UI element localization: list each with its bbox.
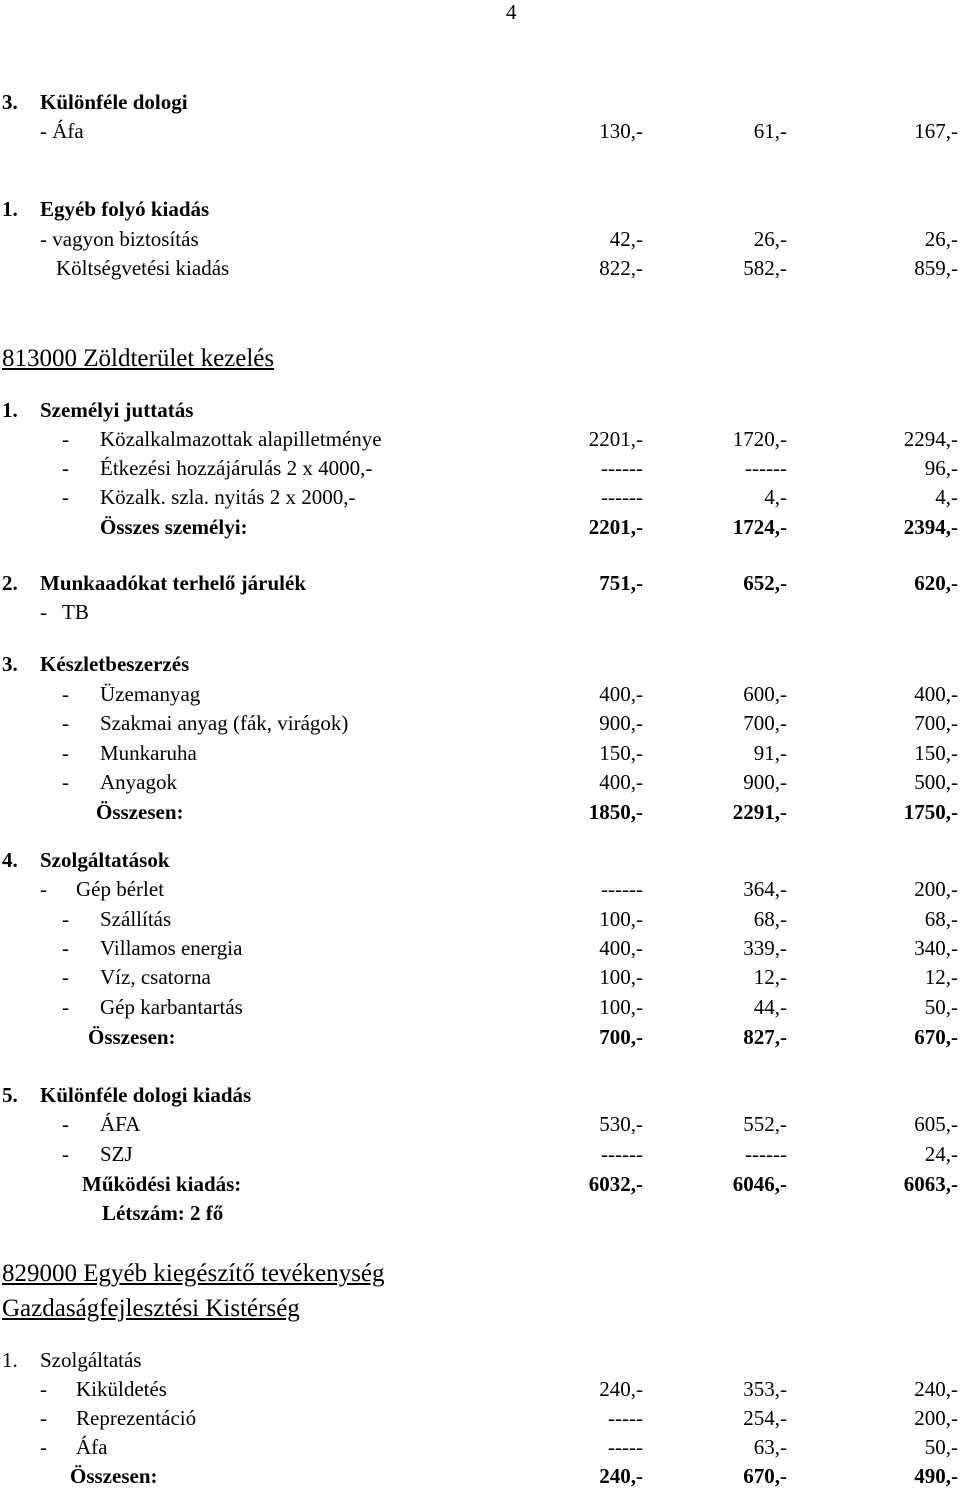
document-line	[0, 453, 960, 483]
document-line	[0, 1109, 960, 1139]
value-col-2: 600,-	[743, 682, 787, 706]
value-col-2: 63,-	[753, 1435, 787, 1459]
document-line	[0, 1169, 960, 1199]
value-col-2: 12,-	[753, 965, 787, 989]
line-dash: -	[62, 741, 69, 765]
value-col-3: 26,-	[924, 227, 958, 251]
value-col-1: 1850,-	[588, 800, 643, 824]
value-col-1: 400,-	[599, 682, 643, 706]
line-dash: -	[62, 427, 69, 451]
value-col-1: 240,-	[599, 1377, 643, 1401]
page-number: 4	[506, 0, 517, 24]
document-line	[0, 597, 960, 627]
value-col-2: 552,-	[743, 1112, 787, 1136]
value-col-2: 652,-	[743, 571, 787, 595]
section-title: Különféle dologi kiadás	[40, 1083, 252, 1107]
document-line	[0, 1022, 960, 1052]
line-label: Üzemanyag	[100, 682, 201, 706]
section-heading: 813000 Zöldterület kezelés	[2, 345, 275, 372]
line-label: Víz, csatorna	[100, 965, 211, 989]
line-label: Összes személyi:	[100, 515, 248, 539]
value-col-1: ------	[601, 456, 643, 480]
line-dash: -	[62, 770, 69, 794]
value-col-3: 490,-	[914, 1464, 958, 1488]
value-col-3: 150,-	[914, 741, 958, 765]
document-line	[0, 1080, 960, 1110]
value-col-1: ------	[601, 1142, 643, 1166]
value-col-3: 700,-	[914, 711, 958, 735]
value-col-1: 400,-	[599, 770, 643, 794]
document-line	[0, 1198, 960, 1228]
section-title: Személyi juttatás	[40, 398, 194, 422]
value-col-3: 50,-	[924, 1435, 958, 1459]
value-col-1: 700,-	[599, 1025, 643, 1049]
line-dash: -	[62, 936, 69, 960]
value-col-2: ------	[745, 456, 787, 480]
line-label: Reprezentáció	[76, 1406, 197, 1430]
value-col-3: 4,-	[935, 485, 958, 509]
value-col-1: ------	[601, 485, 643, 509]
value-col-1: 2201,-	[588, 427, 643, 451]
value-col-3: 859,-	[914, 256, 958, 280]
value-col-2: 670,-	[743, 1464, 787, 1488]
line-label: Szakmai anyag (fák, virágok)	[100, 711, 349, 735]
value-col-1: 42,-	[609, 227, 643, 251]
section-number: 1.	[2, 1348, 18, 1372]
line-label: Közalk. szla. nyitás 2 x 2000,-	[100, 485, 356, 509]
value-col-1: ------	[601, 877, 643, 901]
document-line	[0, 395, 960, 425]
document-line	[0, 1259, 960, 1289]
document-line	[0, 512, 960, 542]
line-label: ÁFA	[100, 1112, 141, 1136]
section-heading: 829000 Egyéb kiegészítő tevékenység	[2, 1260, 385, 1287]
line-label: Költségvetési kiadás	[56, 256, 230, 280]
value-col-1: -----	[608, 1435, 643, 1459]
document-line	[0, 568, 960, 598]
value-col-3: 200,-	[914, 877, 958, 901]
document-line	[0, 194, 960, 224]
document-line	[0, 767, 960, 797]
line-dash: -	[62, 456, 69, 480]
document-line	[0, 845, 960, 875]
value-col-3: 12,-	[924, 965, 958, 989]
line-dash: -	[62, 682, 69, 706]
value-col-2: 2291,-	[732, 800, 787, 824]
section-number: 1.	[2, 398, 18, 422]
value-col-2: ------	[745, 1142, 787, 1166]
section-number: 3.	[2, 90, 18, 114]
section-number: 3.	[2, 652, 18, 676]
document-line	[0, 738, 960, 768]
value-col-1: 822,-	[599, 256, 643, 280]
section-title: Munkaadókat terhelő járulék	[40, 571, 307, 595]
value-col-1: 100,-	[599, 965, 643, 989]
section-number: 2.	[2, 571, 18, 595]
value-col-2: 68,-	[753, 907, 787, 931]
value-col-1: -----	[608, 1406, 643, 1430]
value-col-2: 353,-	[743, 1377, 787, 1401]
value-col-2: 339,-	[743, 936, 787, 960]
line-label: Kiküldetés	[76, 1377, 167, 1401]
document-line	[0, 679, 960, 709]
value-col-1: 900,-	[599, 711, 643, 735]
value-col-3: 670,-	[914, 1025, 958, 1049]
value-col-3: 2294,-	[903, 427, 958, 451]
section-title: Különféle dologi	[40, 90, 188, 114]
document-line	[0, 1139, 960, 1169]
document-line	[0, 708, 960, 738]
value-col-3: 68,-	[924, 907, 958, 931]
value-col-3: 96,-	[924, 456, 958, 480]
section-number: 1.	[2, 197, 18, 221]
value-col-2: 1724,-	[732, 515, 787, 539]
document-line	[0, 933, 960, 963]
line-dash: -	[40, 877, 47, 901]
document-line	[0, 962, 960, 992]
value-col-2: 900,-	[743, 770, 787, 794]
document-line	[0, 1432, 960, 1462]
document-line	[0, 1374, 960, 1404]
line-dash: -	[40, 1406, 47, 1430]
line-dash: -	[40, 1377, 47, 1401]
document-line	[0, 1403, 960, 1433]
value-col-3: 6063,-	[903, 1172, 958, 1196]
value-col-1: 751,-	[599, 571, 643, 595]
value-col-1: 2201,-	[588, 515, 643, 539]
document-line	[0, 344, 960, 374]
line-label: Villamos energia	[100, 936, 243, 960]
document-line	[0, 1345, 960, 1375]
value-col-2: 26,-	[753, 227, 787, 251]
line-dash: -	[40, 1435, 47, 1459]
line-label: Összesen:	[70, 1464, 158, 1488]
line-dash: -	[62, 995, 69, 1019]
document-line	[0, 904, 960, 934]
value-col-1: 6032,-	[588, 1172, 643, 1196]
value-col-1: 130,-	[599, 119, 643, 143]
line-label: Áfa	[76, 1435, 108, 1459]
section-title: Készletbeszerzés	[40, 652, 190, 676]
value-col-1: 240,-	[599, 1464, 643, 1488]
line-label: Közalkalmazottak alapilletménye	[100, 427, 382, 451]
line-label: SZJ	[100, 1142, 133, 1166]
value-col-1: 400,-	[599, 936, 643, 960]
document-line	[0, 424, 960, 454]
line-label: Létszám: 2 fő	[102, 1201, 224, 1225]
section-number: 5.	[2, 1083, 18, 1107]
value-col-3: 240,-	[914, 1377, 958, 1401]
document-line	[0, 797, 960, 827]
value-col-3: 167,-	[914, 119, 958, 143]
line-label: Gép karbantartás	[100, 995, 243, 1019]
value-col-1: 150,-	[599, 741, 643, 765]
line-label: Anyagok	[100, 770, 177, 794]
line-label: - Áfa	[40, 119, 84, 143]
section-heading: Gazdaságfejlesztési Kistérség	[2, 1295, 300, 1322]
value-col-2: 254,-	[743, 1406, 787, 1430]
value-col-3: 620,-	[914, 571, 958, 595]
section-number: 4.	[2, 848, 18, 872]
line-dash: -	[62, 1142, 69, 1166]
value-col-2: 44,-	[753, 995, 787, 1019]
value-col-1: 100,-	[599, 907, 643, 931]
value-col-2: 91,-	[753, 741, 787, 765]
value-col-2: 827,-	[743, 1025, 787, 1049]
line-label: Gép bérlet	[76, 877, 165, 901]
document-line	[0, 874, 960, 904]
document-line	[0, 482, 960, 512]
value-col-1: 100,-	[599, 995, 643, 1019]
line-dash: -	[62, 485, 69, 509]
line-label: Munkaruha	[100, 741, 197, 765]
document-line	[0, 253, 960, 283]
value-col-3: 24,-	[924, 1142, 958, 1166]
document-line	[0, 992, 960, 1022]
value-col-3: 1750,-	[903, 800, 958, 824]
line-dash: -	[62, 711, 69, 735]
value-col-3: 500,-	[914, 770, 958, 794]
line-dash: -	[62, 907, 69, 931]
value-col-2: 582,-	[743, 256, 787, 280]
line-label: TB	[62, 600, 89, 624]
document-line	[0, 1461, 960, 1491]
value-col-3: 200,-	[914, 1406, 958, 1430]
value-col-2: 61,-	[753, 119, 787, 143]
document-line	[0, 649, 960, 679]
line-dash: -	[62, 965, 69, 989]
section-title: Szolgáltatások	[40, 848, 170, 872]
document-line	[0, 87, 960, 117]
document-line	[0, 116, 960, 146]
value-col-3: 340,-	[914, 936, 958, 960]
value-col-3: 400,-	[914, 682, 958, 706]
value-col-3: 2394,-	[903, 515, 958, 539]
document-line	[0, 1294, 960, 1324]
line-label: Működési kiadás:	[82, 1172, 242, 1196]
line-dash: -	[62, 1112, 69, 1136]
value-col-2: 364,-	[743, 877, 787, 901]
section-title: Egyéb folyó kiadás	[40, 197, 210, 221]
value-col-3: 50,-	[924, 995, 958, 1019]
section-title: Szolgáltatás	[40, 1348, 142, 1372]
line-label: Étkezési hozzájárulás 2 x 4000,-	[100, 456, 373, 480]
value-col-2: 6046,-	[732, 1172, 787, 1196]
value-col-2: 4,-	[764, 485, 787, 509]
line-label: Összesen:	[88, 1025, 176, 1049]
document-line	[0, 224, 960, 254]
line-label: - vagyon biztosítás	[40, 227, 199, 251]
line-label: Összesen:	[96, 800, 184, 824]
line-label: Szállítás	[100, 907, 172, 931]
value-col-2: 1720,-	[732, 427, 787, 451]
line-dash: -	[40, 600, 47, 624]
value-col-2: 700,-	[743, 711, 787, 735]
value-col-1: 530,-	[599, 1112, 643, 1136]
value-col-3: 605,-	[914, 1112, 958, 1136]
